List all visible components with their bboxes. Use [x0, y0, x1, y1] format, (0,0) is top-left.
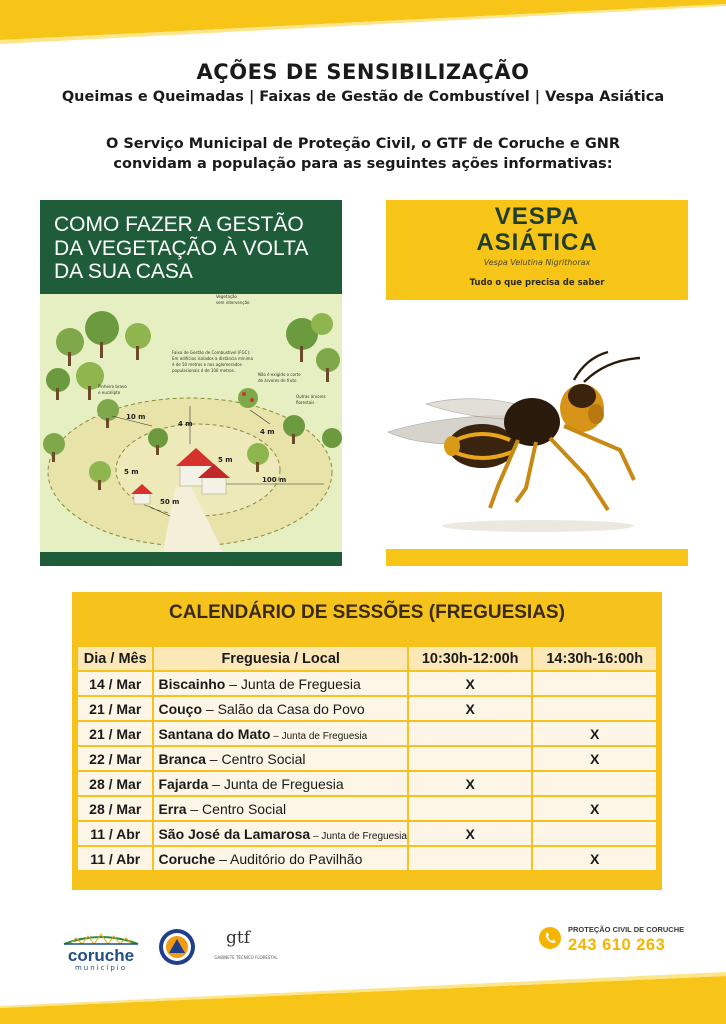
- bottom-yellow-band: [0, 968, 726, 1024]
- venue-name: – Centro Social: [205, 750, 306, 767]
- vegetation-diagram: [40, 294, 342, 566]
- session-date: 21 / Mar: [77, 721, 153, 746]
- calendar-title: CALENDÁRIO DE SESSÕES (FREGUESIAS): [169, 602, 565, 623]
- morning-slot: [408, 746, 533, 771]
- annotation-text: sem intervenção: [216, 300, 250, 305]
- session-place: [153, 696, 407, 721]
- distance-label: 50 m: [160, 498, 180, 506]
- session-date: 28 / Mar: [77, 796, 153, 821]
- afternoon-slot: [532, 821, 657, 846]
- session-date: 21 / Mar: [77, 696, 153, 721]
- annotation-text: Faixa de Gestão de Combustível (FGC):: [172, 350, 251, 355]
- contact-label: PROTEÇÃO CIVIL DE CORUCHE: [568, 925, 685, 934]
- asian-wasp-header: [386, 200, 688, 300]
- table-row: [77, 846, 657, 871]
- parish-name: Couço: [158, 700, 203, 717]
- session-place: [153, 771, 407, 796]
- intro-line-1: O Serviço Municipal de Proteção Civil, o GTF de Coruche e GNR: [105, 136, 621, 152]
- vegetation-title-line-3: DA SUA CASA: [54, 260, 193, 283]
- coruche-logo-subtitle: município: [74, 964, 128, 972]
- annotation-text: Em edifícios isolados a distância mínima: [172, 356, 254, 361]
- annotation-text: de árvores de fruto: [258, 378, 297, 383]
- asian-wasp-title-line-1: VESPA: [494, 203, 580, 230]
- annotation-text: Pinheiro bravo: [98, 384, 127, 389]
- distance-label: 4 m: [260, 428, 275, 436]
- session-calendar: [72, 592, 662, 890]
- morning-slot: X: [408, 671, 533, 696]
- intro-line-2: convidam a população para as seguintes ações informativas:: [113, 156, 613, 172]
- table-row: [77, 796, 657, 821]
- coruche-logo-name: coruche: [67, 946, 135, 965]
- asian-wasp-title-line-2: ASIÁTICA: [476, 229, 598, 256]
- asian-wasp-card: [386, 200, 688, 566]
- distance-label: 4 m: [178, 420, 193, 428]
- column-header: 14:30h-16:00h: [532, 646, 657, 671]
- page-subtitle: Queimas e Queimadas | Faixas de Gestão de Combustível | Vespa Asiática: [61, 89, 665, 105]
- venue-name: – Centro Social: [186, 800, 287, 817]
- table-row: [77, 671, 657, 696]
- civil-protection-contact: [538, 922, 698, 962]
- session-place: [153, 796, 407, 821]
- morning-slot: [408, 796, 533, 821]
- vegetation-title-line-2: DA VEGETAÇÃO À VOLTA: [54, 236, 309, 260]
- asian-wasp-footer-bar: [386, 549, 688, 566]
- parish-name: Branca: [158, 750, 206, 767]
- distance-label: 100 m: [262, 476, 287, 484]
- asian-wasp-title: [386, 204, 688, 256]
- intro-text: [40, 134, 686, 174]
- gtf-logo: [210, 928, 282, 968]
- afternoon-slot: X: [532, 746, 657, 771]
- parish-name: São José da Lamarosa: [158, 825, 311, 842]
- annotation-text: Outras árvores: [296, 394, 326, 399]
- civil-protection-logo: [158, 928, 196, 966]
- vegetation-title-line-1: COMO FAZER A GESTÃO: [54, 213, 304, 236]
- venue-name: – Salão da Casa do Povo: [202, 700, 365, 717]
- scientific-name: Vespa Velutina Nigrithorax: [483, 258, 591, 267]
- distance-label: 5 m: [218, 456, 233, 464]
- morning-slot: X: [408, 821, 533, 846]
- afternoon-slot: [532, 671, 657, 696]
- table-row: [77, 771, 657, 796]
- vegetation-card-title: [54, 213, 336, 284]
- table-row: [77, 746, 657, 771]
- afternoon-slot: X: [532, 721, 657, 746]
- afternoon-slot: X: [532, 846, 657, 871]
- coruche-municipality-logo: [60, 928, 142, 970]
- vegetation-card-header: [40, 200, 342, 294]
- page-title: AÇÕES DE SENSIBILIZAÇÃO: [196, 60, 530, 84]
- afternoon-slot: [532, 696, 657, 721]
- top-yellow-band: [0, 0, 726, 48]
- annotation-text: populacionais é de 100 metros.: [172, 368, 236, 373]
- vegetation-management-card: [40, 200, 342, 566]
- wasp-icon: [386, 300, 688, 548]
- morning-slot: X: [408, 771, 533, 796]
- whatsapp-phone-icon: [538, 926, 562, 950]
- session-place: [153, 821, 407, 846]
- table-row: [77, 696, 657, 721]
- sessions-table: [76, 645, 658, 872]
- asian-wasp-tagline: Tudo o que precisa de saber: [469, 278, 605, 288]
- session-place: [153, 671, 407, 696]
- parish-name: Biscainho: [158, 675, 226, 692]
- annotation-text: é de 50 metros e nos aglomerados: [172, 362, 242, 367]
- session-place: [153, 746, 407, 771]
- session-date: 22 / Mar: [77, 746, 153, 771]
- annotation-text: Vegetação: [216, 294, 238, 299]
- gtf-logo-subtitle: GABINETE TÉCNICO FLORESTAL: [214, 955, 278, 960]
- annotation-text: e eucalipto: [98, 390, 121, 395]
- contact-phone-number[interactable]: 243 610 263: [568, 936, 666, 954]
- session-place: [153, 846, 407, 871]
- morning-slot: [408, 721, 533, 746]
- table-header-row: [77, 646, 657, 671]
- table-row: [77, 721, 657, 746]
- session-date: 11 / Abr: [77, 821, 153, 846]
- session-place: [153, 721, 407, 746]
- table-row: [77, 821, 657, 846]
- parish-name: Santana do Mato: [158, 725, 271, 742]
- annotation-text: florestais: [296, 400, 315, 405]
- distance-label: 5 m: [124, 468, 139, 476]
- venue-name: – Auditório do Pavilhão: [215, 850, 363, 867]
- afternoon-slot: X: [532, 796, 657, 821]
- gtf-logo-name: gtf: [226, 928, 251, 948]
- parish-name: Fajarda: [158, 775, 209, 792]
- morning-slot: X: [408, 696, 533, 721]
- distance-label: 10 m: [126, 413, 146, 421]
- afternoon-slot: [532, 771, 657, 796]
- session-date: 28 / Mar: [77, 771, 153, 796]
- column-header: Freguesia / Local: [153, 646, 407, 671]
- column-header: Dia / Mês: [77, 646, 153, 671]
- venue-name: – Junta de Freguesia: [225, 675, 361, 692]
- venue-name: – Junta de Freguesia: [310, 830, 407, 842]
- morning-slot: [408, 846, 533, 871]
- bridge-icon: [60, 928, 142, 948]
- session-date: 11 / Abr: [77, 846, 153, 871]
- venue-name: – Junta de Freguesia: [270, 730, 368, 742]
- session-date: 14 / Mar: [77, 671, 153, 696]
- parish-name: Coruche: [158, 850, 216, 867]
- annotation-text: Não é exigido o corte: [258, 372, 301, 377]
- column-header: 10:30h-12:00h: [408, 646, 533, 671]
- venue-name: – Junta de Freguesia: [208, 775, 344, 792]
- parish-name: Erra: [158, 800, 187, 817]
